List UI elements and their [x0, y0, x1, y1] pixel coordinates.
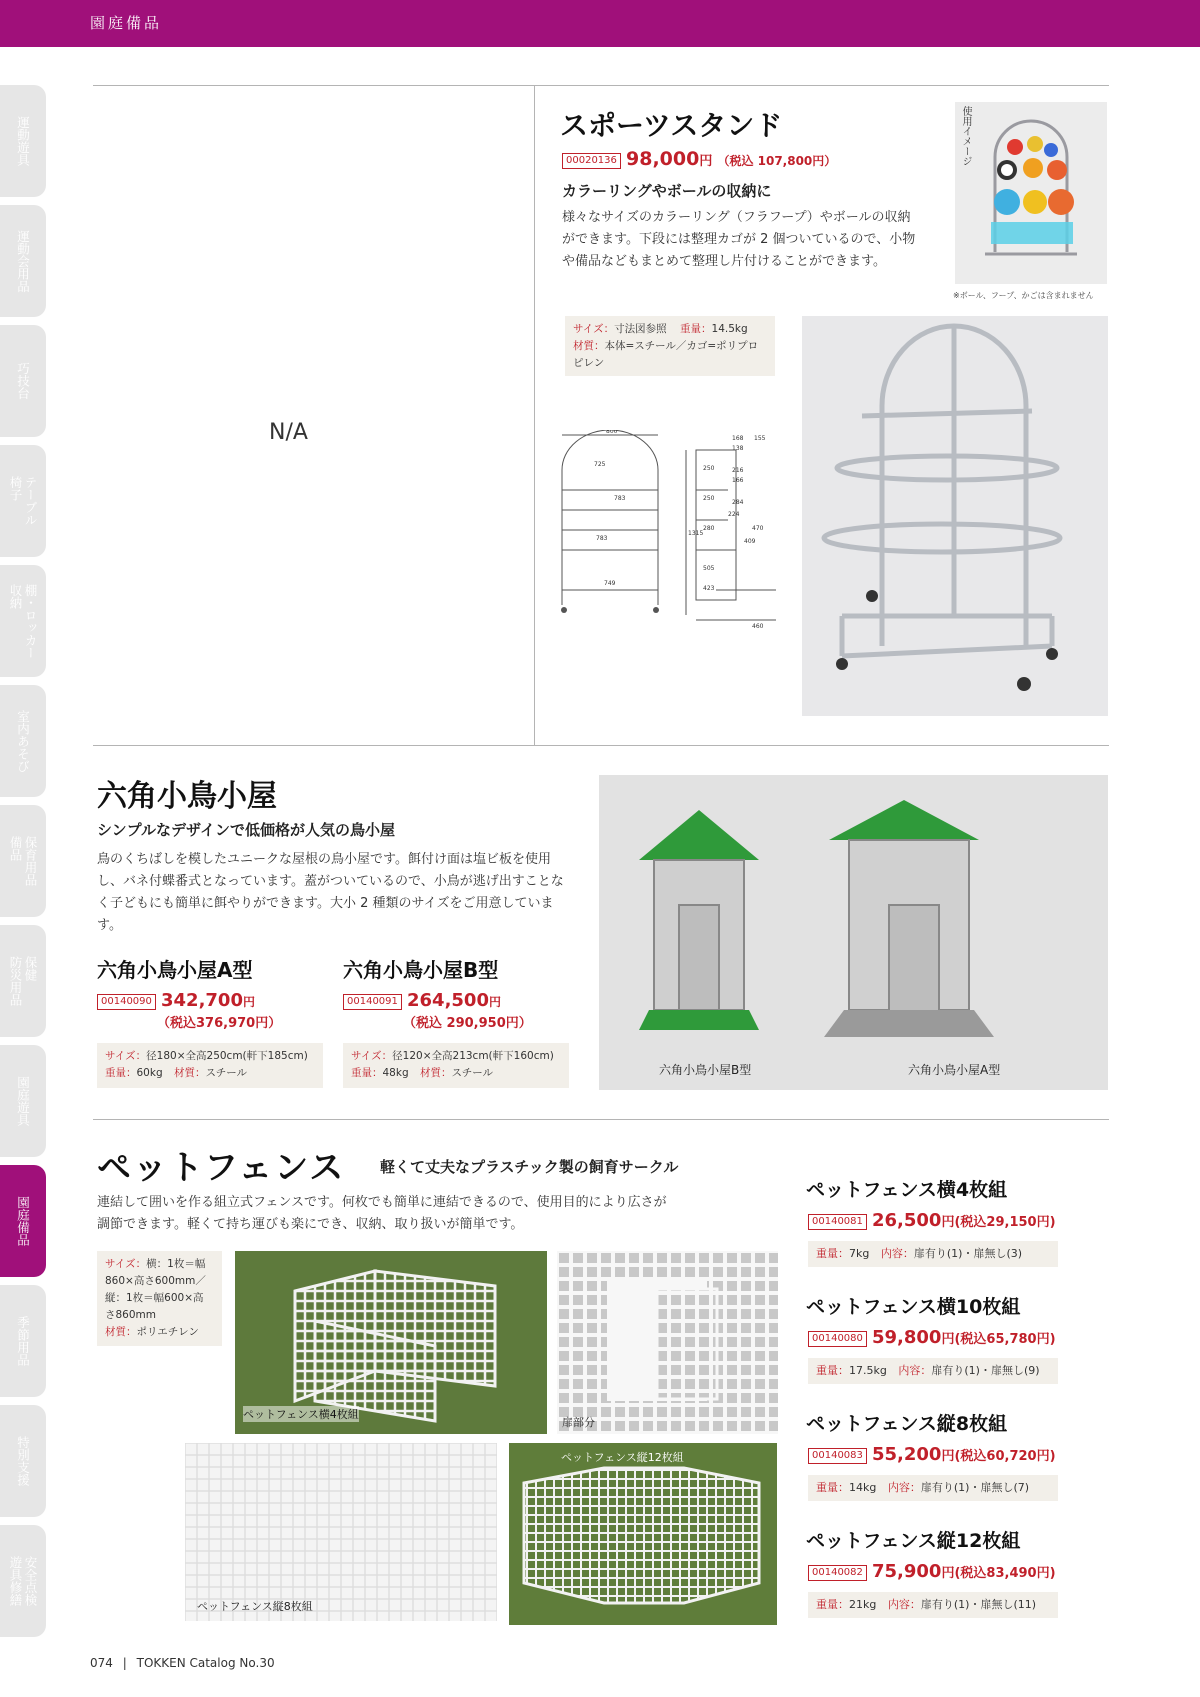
sports-stand-description: 様々なサイズのカラーリング（フラフープ）やボールの収納ができます。下段には整理カゴが 2 個ついているので、小物や備品などもまとめて整理し片付けることができます。 — [562, 210, 916, 269]
pet-fence-description: 連結して囲いを作る組立式フェンスです。何枚でも簡単に連結できるので、使用目的により広さが調節できます。軽くて持ち運びも楽にでき、収納、取り扱いが簡単です。 — [97, 1195, 667, 1232]
sports-stand-price-line — [562, 148, 836, 170]
product-spec — [808, 1475, 1058, 1501]
dim-label: 409 — [744, 538, 756, 545]
dim-label: 250 — [703, 465, 715, 472]
product-name: ペットフェンス縦12枚組 — [806, 1530, 1021, 1552]
product-name: 六角小鳥小屋B型 — [343, 958, 499, 982]
weight-value: 48kg — [382, 1067, 409, 1079]
material-label: 材質： — [173, 1067, 206, 1079]
usage-image — [955, 102, 1107, 284]
tax-price: (税込65,780円) — [954, 1332, 1056, 1347]
fence-photo-8 — [185, 1443, 497, 1621]
weight-label: 重量： — [351, 1067, 383, 1079]
page-number: 074 — [90, 1656, 113, 1670]
product-name: ペットフェンス横4枚組 — [806, 1179, 1008, 1201]
product-spec — [97, 1043, 323, 1088]
content-label: 内容： — [898, 1364, 932, 1377]
note: ※ボール、フープ、かごは含まれません — [953, 291, 1094, 300]
tax-price: （税込 290,950円） — [403, 1016, 532, 1031]
dim-label: 505 — [703, 565, 715, 572]
sports-stand-photo — [802, 316, 1108, 716]
side-tab[interactable]: 運動会用品 — [0, 205, 46, 317]
dim-label: 224 — [728, 511, 740, 518]
product-code: 00140082 — [808, 1565, 867, 1581]
dim-label: 166 — [732, 477, 744, 484]
yen: 円 — [699, 154, 713, 169]
dim-label: 216 — [732, 467, 744, 474]
product-price-line — [808, 1210, 1056, 1231]
dimension-drawing — [556, 430, 796, 630]
weight-label: 重量： — [816, 1364, 849, 1377]
yen: 円 — [242, 995, 255, 1009]
price: 75,900 — [872, 1561, 942, 1582]
price: 342,700 — [161, 990, 243, 1011]
side-tab[interactable]: 保健 防災用品 — [0, 925, 46, 1037]
content-value: 扉有り(1)・扉無し(3) — [913, 1247, 1023, 1260]
dim-label: 284 — [732, 499, 744, 506]
side-tab[interactable]: 季節用品 — [0, 1285, 46, 1397]
side-tab[interactable]: 特別支援 — [0, 1405, 46, 1517]
product-price-line — [808, 1444, 1056, 1465]
pet-fence-tagline: 軽くて丈夫なプラスチック製の飼育サークル — [380, 1158, 679, 1176]
product-code: 00140081 — [808, 1214, 867, 1230]
weight-value: 14.5kg — [711, 323, 748, 335]
price: 264,500 — [407, 990, 489, 1011]
footer-separator: | — [122, 1656, 127, 1670]
divider — [534, 85, 535, 745]
photo-caption: 六角小鳥小屋A型 — [908, 1063, 1001, 1077]
birdhouse-description: 鳥のくちばしを模したユニークな屋根の鳥小屋です。餌付け面は塩ビ板を使用し、バネ付蝶番式となっています。蓋がついているので、小鳥が逃げ出すことなく子どもにも簡単に餌やりができます。大小 2 種類のサイズをご用意しています。 — [97, 852, 564, 933]
tax-price: (税込29,150円) — [954, 1215, 1056, 1230]
product-spec — [808, 1358, 1058, 1384]
material-value: スチール — [451, 1067, 494, 1079]
sports-stand-title: スポーツスタンド — [560, 109, 783, 142]
product-name: ペットフェンス縦8枚組 — [806, 1413, 1008, 1435]
photo-caption: 扉部分 — [562, 1416, 595, 1429]
usage-image-label: 使用イメージ — [960, 106, 971, 166]
side-tab[interactable]: 園庭遊具 — [0, 1045, 46, 1157]
pet-fence-title: ペットフェンス — [97, 1148, 346, 1188]
footer — [90, 1656, 275, 1670]
placeholder-text: N/A — [269, 420, 308, 445]
size-value: 横：1枚＝幅860×高さ600mm／縦：1枚＝幅600×高さ860mm — [105, 1258, 206, 1321]
size-value: 径120×全高213cm(軒下160cm) — [392, 1050, 554, 1062]
side-tab[interactable]: 保育用品 備品 — [0, 805, 46, 917]
side-tab[interactable]: 室内あそび — [0, 685, 46, 797]
divider — [93, 1119, 1109, 1120]
side-tab[interactable]: テーブル 椅子 — [0, 445, 46, 557]
dim-label: 138 — [732, 445, 744, 452]
weight-label: 重量： — [816, 1481, 849, 1494]
weight-value: 21kg — [849, 1598, 877, 1611]
material-label: 材質： — [419, 1067, 452, 1079]
sports-stand-spec — [565, 316, 775, 376]
side-tab[interactable]: 園庭備品 — [0, 1165, 46, 1277]
yen: 円 — [488, 995, 501, 1009]
dim-label: 470 — [752, 525, 764, 532]
tax-price: （税込376,970円） — [157, 1016, 282, 1031]
birdhouse-photo — [599, 775, 1108, 1090]
material-label: 材質： — [105, 1326, 137, 1338]
dim-label: 155 — [754, 435, 766, 442]
weight-label: 重量： — [816, 1598, 849, 1611]
weight-value: 7kg — [849, 1247, 870, 1260]
product-price-line — [343, 990, 501, 1011]
dim-label: 423 — [703, 585, 715, 592]
content-value: 扉有り(1)・扉無し(9) — [931, 1364, 1040, 1377]
tax-price: (税込60,720円) — [954, 1449, 1056, 1464]
dim-label: 1315 — [688, 530, 704, 537]
dim-label: 725 — [594, 461, 606, 468]
content-label: 内容： — [887, 1481, 921, 1494]
size-value: 径180×全高250cm(軒下185cm) — [146, 1050, 308, 1062]
dim-label: 749 — [604, 580, 616, 587]
divider — [93, 85, 1109, 86]
price: 55,200 — [872, 1444, 942, 1465]
fence-photo-4 — [235, 1251, 547, 1434]
side-tab[interactable]: 巧技台 — [0, 325, 46, 437]
price: 98,000 — [626, 148, 700, 170]
header-bar — [0, 0, 1200, 47]
product-name: 六角小鳥小屋A型 — [97, 958, 253, 982]
photo-caption: ペットフェンス横4枚組 — [243, 1408, 359, 1421]
product-price-line — [808, 1561, 1056, 1582]
size-label: サイズ： — [105, 1050, 147, 1062]
dim-label: 460 — [752, 623, 764, 630]
size-value: 寸法図参照 — [614, 323, 667, 335]
product-spec — [808, 1592, 1058, 1618]
weight-value: 17.5kg — [849, 1364, 887, 1377]
price: 26,500 — [872, 1210, 942, 1231]
yen: 円 — [941, 1332, 955, 1347]
tax-price: (税込83,490円) — [954, 1566, 1056, 1581]
content-label: 内容： — [887, 1598, 921, 1611]
weight-label: 重量： — [680, 323, 712, 335]
weight-label: 重量： — [105, 1067, 137, 1079]
size-label: サイズ： — [573, 323, 615, 335]
content-value: 扉有り(1)・扉無し(11) — [920, 1598, 1037, 1611]
material-value: 本体=スチール／カゴ=ポリプロピレン — [573, 340, 759, 369]
category-title: 園庭備品 — [90, 14, 163, 32]
dim-label: 800 — [606, 430, 618, 435]
product-code: 00140083 — [808, 1448, 867, 1464]
product-price-line — [808, 1327, 1056, 1348]
dim-label: 783 — [614, 495, 626, 502]
product-spec — [808, 1241, 1058, 1267]
price: 59,800 — [872, 1327, 942, 1348]
product-code: 00140091 — [343, 994, 402, 1010]
product-code: 00020136 — [562, 153, 621, 169]
size-label: サイズ： — [105, 1258, 147, 1270]
dim-label: 250 — [703, 495, 715, 502]
side-tab[interactable]: 安全点検 遊具修繕 — [0, 1525, 46, 1637]
dim-label: 783 — [596, 535, 608, 542]
photo-caption: 六角小鳥小屋B型 — [659, 1063, 752, 1077]
product-price-line — [97, 990, 255, 1011]
weight-value: 60kg — [136, 1067, 163, 1079]
weight-value: 14kg — [849, 1481, 877, 1494]
yen: 円 — [941, 1566, 955, 1581]
side-tab[interactable]: 棚・ロッカー 収納 — [0, 565, 46, 677]
pet-fence-spec — [97, 1251, 222, 1346]
catalog-name: TOKKEN Catalog No.30 — [136, 1656, 275, 1670]
side-tab[interactable]: 運動遊具 — [0, 85, 46, 197]
fence-photo-12 — [509, 1443, 777, 1625]
yen: 円 — [941, 1449, 955, 1464]
material-value: スチール — [205, 1067, 248, 1079]
birdhouse-title: 六角小鳥小屋 — [97, 779, 277, 814]
weight-label: 重量： — [816, 1247, 849, 1260]
photo-caption: ペットフェンス縦12枚組 — [561, 1451, 684, 1464]
yen: 円 — [941, 1215, 955, 1230]
content-label: 内容： — [880, 1247, 914, 1260]
product-code: 00140090 — [97, 994, 156, 1010]
tax-price: （税込 107,800円） — [717, 154, 837, 168]
sports-stand-subtitle: カラーリングやボールの収納に — [562, 182, 772, 200]
dim-label: 168 — [732, 435, 744, 442]
material-value: ポリエチレン — [136, 1326, 199, 1338]
material-label: 材質： — [573, 340, 605, 352]
dim-label: 280 — [703, 525, 715, 532]
product-name: ペットフェンス横10枚組 — [806, 1296, 1021, 1318]
product-spec — [343, 1043, 569, 1088]
size-label: サイズ： — [351, 1050, 393, 1062]
birdhouse-subtitle: シンプルなデザインで低価格が人気の鳥小屋 — [97, 821, 395, 839]
product-code: 00140080 — [808, 1331, 867, 1347]
content-value: 扉有り(1)・扉無し(7) — [920, 1481, 1030, 1494]
fence-photo-door — [557, 1251, 778, 1434]
photo-caption: ペットフェンス縦8枚組 — [197, 1600, 313, 1613]
divider — [93, 745, 1109, 746]
